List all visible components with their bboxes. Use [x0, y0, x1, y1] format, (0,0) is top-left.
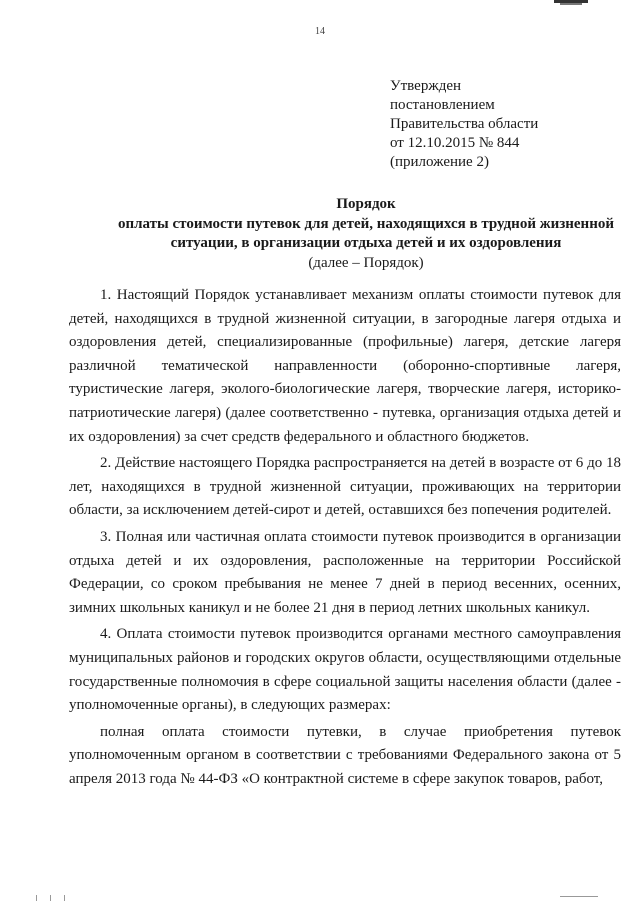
approval-line-2: постановлением [390, 97, 495, 113]
approval-line-5: (приложение 2) [390, 154, 489, 170]
title-line-2: оплаты стоимости путевок для детей, находящихся в трудной жизненной [118, 215, 614, 232]
scan-artifact-top-2 [560, 3, 582, 5]
scan-artifact-bottom [560, 896, 598, 897]
paragraph-3: 3. Полная или частичная оплата стоимости путевок производится в организации отдыха детей и их оздоровления, расположенные на территории Российской Федерации, со сроком пребывания не менее 7 дней в период весенних, осенних, зимних школьных каникул и не более 21 дня в период летних школьных каникул. [69, 528, 621, 616]
approval-line-4: от 12.10.2015 № 844 [390, 135, 520, 151]
approval-line-1: Утвержден [390, 78, 462, 94]
scan-tick-3 [64, 895, 65, 901]
title-line-4: (далее – Порядок) [308, 254, 424, 271]
title-line-1: Порядок [336, 196, 396, 212]
paragraph-4: 4. Оплата стоимости путевок производится органами местного самоуправления муниципальных районов и городских округов области, осуществляющими отдельные государственные полномочия в сфере социальной защиты населения области (далее - уполномоченные органы), в следующих размерах: [69, 626, 621, 714]
paragraph-1: 1. Настоящий Порядок устанавливает механизм оплаты стоимости путевок для детей, находящихся в трудной жизненной ситуации, в загородные лагеря отдыха и оздоровления детей, специализированные (профильные) лагеря, детские лагеря различной тематической направленности (оборонно-спортивные лагеря, туристические лагеря, эколого-биологические лагеря, творческие лагеря, историко-патриотические лагеря) (далее соответственно - путевка, организация отдыха детей и их оздоровления) за счет средств федерального и областного бюджетов. [69, 287, 621, 445]
approval-line-3: Правительства области [390, 116, 539, 132]
paragraph-2: 2. Действие настоящего Порядка распространяется на детей в возрасте от 6 до 18 лет, находящихся в трудной жизненной ситуации, проживающих на территории области, за исключением детей-сирот и детей, оставшихся без попечения родителей. [69, 455, 621, 519]
document-body [69, 284, 621, 791]
page-number: 14 [315, 26, 325, 37]
scan-tick-1 [36, 895, 37, 901]
document-title [56, 195, 640, 273]
approval-stamp-block [390, 77, 630, 172]
paragraph-5: полная оплата стоимости путевки, в случае приобретения путевок уполномоченным органом в соответствии с требованиями Федерального закона от 5 апреля 2013 года № 44-ФЗ «О контрактной системе в сфере закупок товаров, работ, [69, 723, 621, 787]
title-line-3: ситуации, в организации отдыха детей и их оздоровления [170, 235, 562, 251]
scan-tick-2 [50, 895, 51, 901]
